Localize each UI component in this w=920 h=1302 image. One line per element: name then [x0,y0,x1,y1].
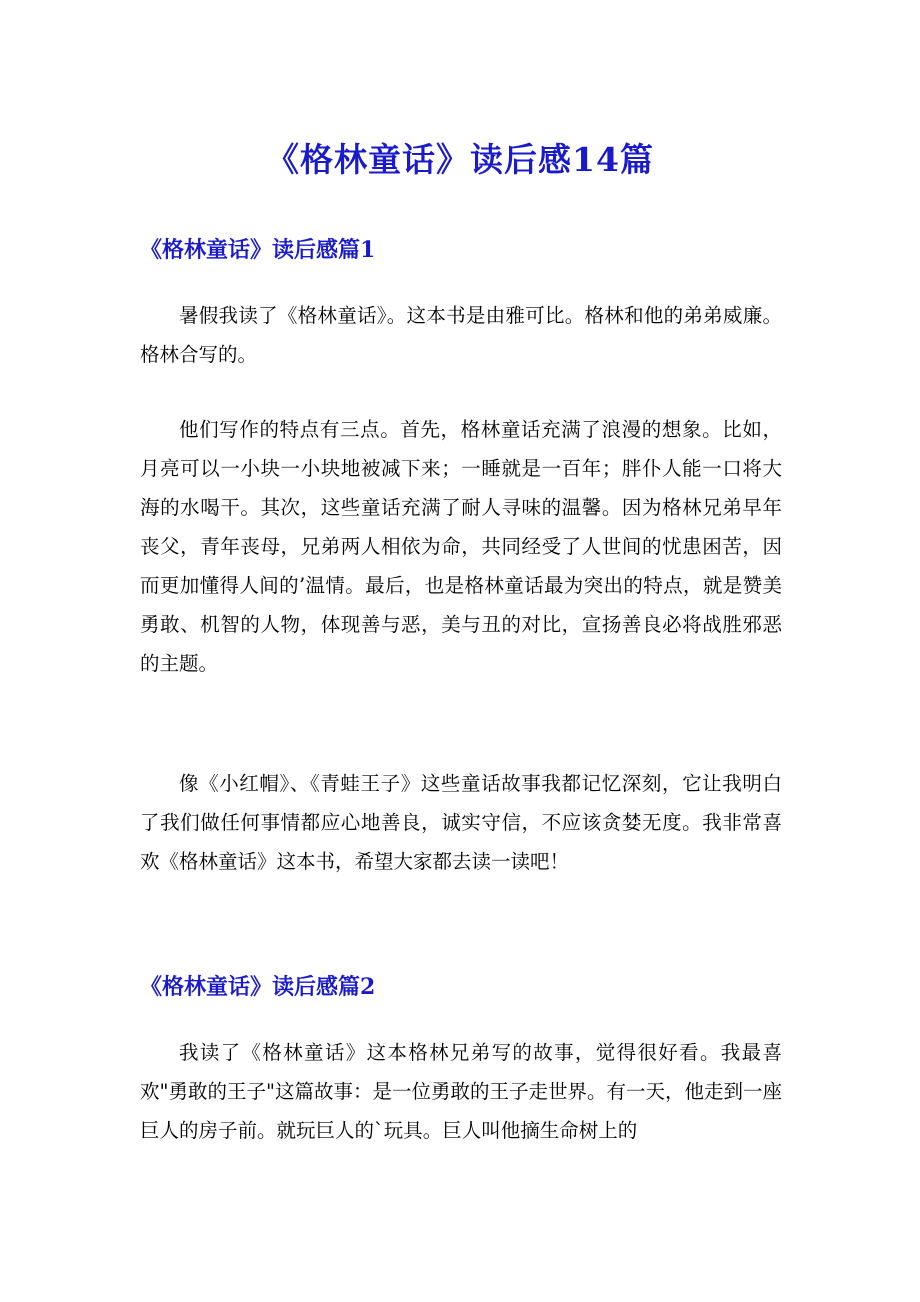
section-heading-1: 《格林童话》读后感篇1 [140,237,376,263]
section-1-paragraph-1: 暑假我读了《格林童话》。这本书是由雅可比。格林和他的弟弟威廉。格林合写的。 [140,304,782,366]
section-2-paragraph-1: 我读了《格林童话》这本格林兄弟写的故事，觉得很好看。我最喜欢"勇敢的王子"这篇故事：是一位勇敢的王子走世界。有一天，他走到一座巨人的房子前。就玩巨人的`玩具。巨人叫他摘生命树上的 [140,1041,782,1142]
document-title: 《格林童话》读后感14篇 [266,140,654,179]
section-1-paragraph-3: 像《小红帽》、《青蛙王子》这些童话故事我都记忆深刻，它让我明白了我们做任何事情都应心地善良，诚实守信，不应该贪婪无度。我非常喜欢《格林童话》这本书，希望大家都去读一读吧！ [140,772,782,873]
section-heading-2: 《格林童话》读后感篇2 [140,974,376,1000]
section-1-paragraph-2: 他们写作的特点有三点。首先，格林童话充满了浪漫的想象。比如，月亮可以一小块一小块地被减下来；一睡就是一百年；胖仆人能一口将大海的水喝干。其次，这些童话充满了耐人寻味的温馨。因为格林兄弟早年丧父，青年丧母，兄弟两人相依为命，共同经受了人世间的忧患困苦，因而更加懂得人间的’温情。最后，也是格林童话最为突出的特点，就是赞美勇敢、机智的人物，体现善与恶，美与丑的对比，宣扬善良必将战胜邪恶的主题。 [140,418,782,675]
